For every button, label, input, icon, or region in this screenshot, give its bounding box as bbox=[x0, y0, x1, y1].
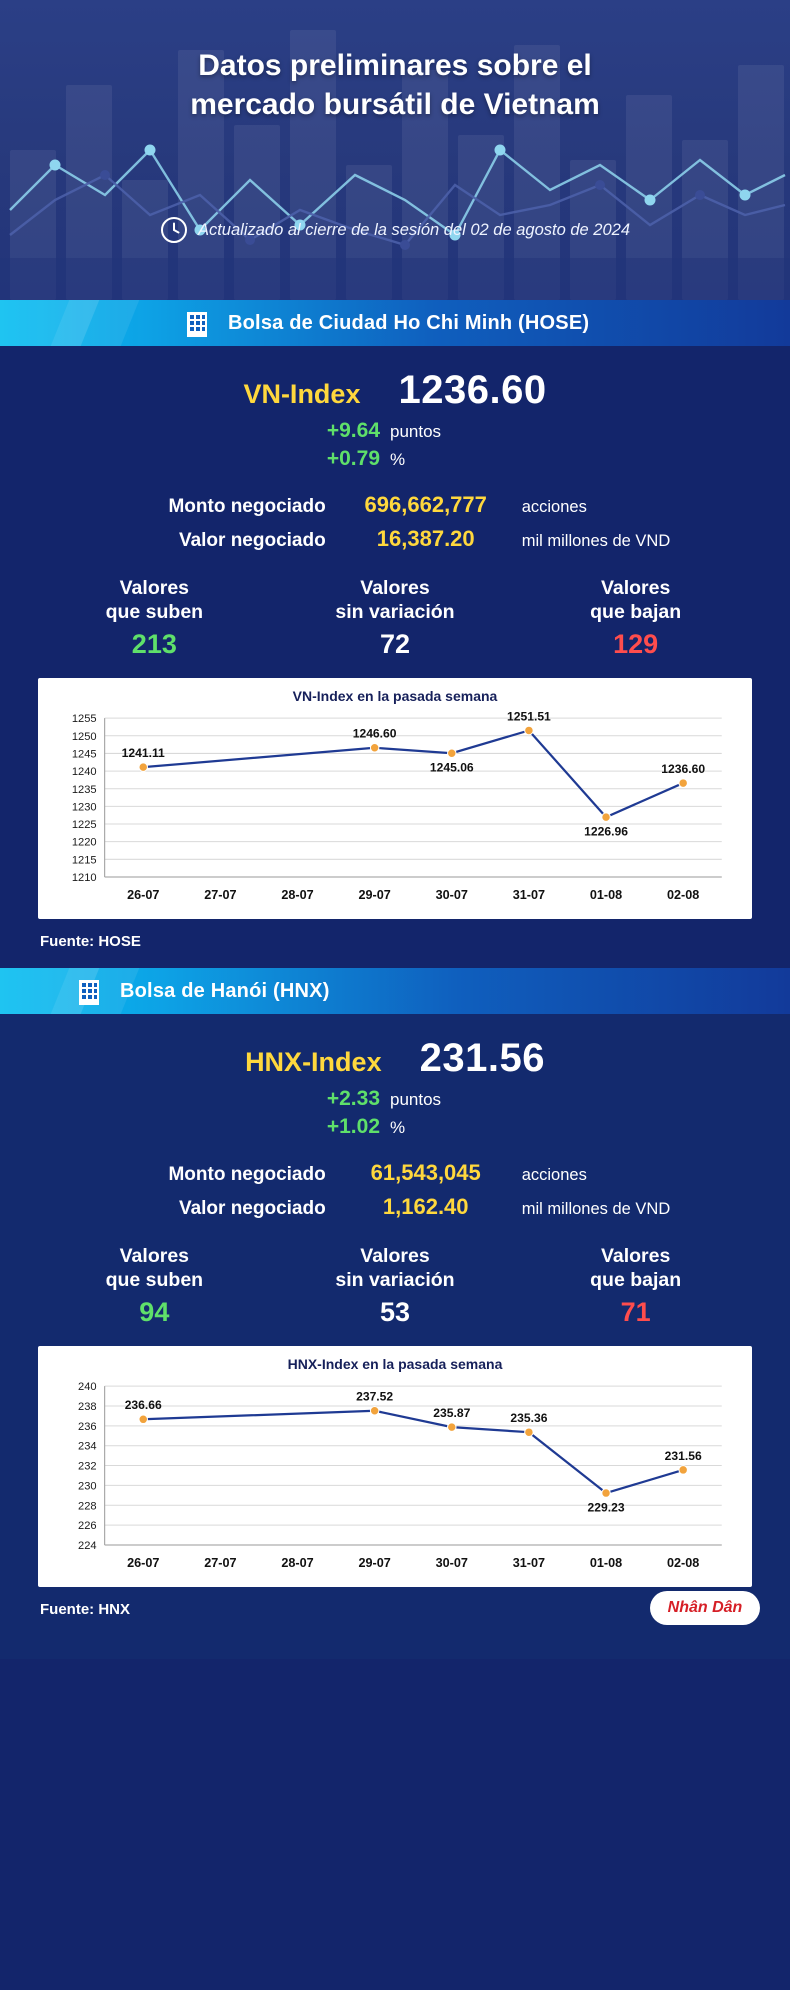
hose-source: Fuente: HOSE bbox=[40, 933, 141, 950]
hose-stat-up bbox=[54, 576, 254, 660]
svg-text:1230: 1230 bbox=[71, 801, 97, 814]
hose-stat-down-label1: Valores bbox=[600, 576, 671, 599]
svg-text:235.36: 235.36 bbox=[510, 1410, 548, 1425]
hose-stat-flat-label2: sin variación bbox=[335, 601, 455, 624]
hose-change-percent-unit: % bbox=[390, 450, 406, 470]
hnx-chart-card bbox=[38, 1346, 752, 1587]
hnx-section bbox=[0, 1014, 790, 1659]
hnx-banner bbox=[0, 968, 790, 1014]
svg-text:1235: 1235 bbox=[71, 783, 97, 796]
header bbox=[0, 0, 790, 300]
hose-change-points-unit: puntos bbox=[390, 422, 442, 441]
svg-text:27-07: 27-07 bbox=[204, 1555, 237, 1570]
hose-stat-flat-label1: Valores bbox=[360, 576, 430, 599]
vn-index-week-chart bbox=[46, 706, 744, 913]
hose-delta-row bbox=[0, 417, 790, 474]
hnx-stat-flat-value: 53 bbox=[379, 1296, 410, 1327]
hnx-stat-down-label1: Valores bbox=[600, 1244, 671, 1267]
hose-chart-title: VN-Index en la pasada semana bbox=[292, 687, 498, 704]
hnx-change-points-unit: puntos bbox=[390, 1090, 442, 1109]
page-title bbox=[0, 0, 790, 124]
hose-volume-row bbox=[0, 488, 790, 556]
hose-value-unit: mil millones de VND bbox=[521, 531, 671, 550]
svg-text:31-07: 31-07 bbox=[512, 887, 546, 902]
hose-stat-up-label1: Valores bbox=[119, 576, 190, 599]
nhan-dan-logo bbox=[650, 1591, 760, 1625]
hose-index-row bbox=[0, 346, 790, 413]
clock-icon bbox=[160, 216, 188, 244]
hose-building-icon bbox=[180, 306, 214, 340]
svg-text:1226.96: 1226.96 bbox=[584, 823, 628, 838]
svg-text:1210: 1210 bbox=[71, 871, 97, 884]
hose-volume-label: Monto negociado bbox=[168, 495, 326, 517]
svg-text:28-07: 28-07 bbox=[281, 1555, 314, 1570]
svg-text:1255: 1255 bbox=[71, 712, 97, 725]
svg-text:28-07: 28-07 bbox=[281, 887, 314, 902]
hose-chart-card bbox=[38, 678, 752, 919]
hnx-delta-row bbox=[0, 1085, 790, 1142]
hnx-stat-down-label2: que bajan bbox=[590, 1269, 682, 1292]
hose-stat-up-value: 213 bbox=[131, 628, 177, 659]
hnx-value-label: Valor negociado bbox=[178, 1197, 326, 1219]
svg-text:30-07: 30-07 bbox=[435, 1555, 468, 1570]
hnx-stat-up-label1: Valores bbox=[119, 1244, 190, 1267]
svg-text:236.66: 236.66 bbox=[124, 1397, 162, 1412]
hose-stat-down-value: 129 bbox=[613, 628, 659, 659]
svg-text:226: 226 bbox=[78, 1519, 97, 1532]
hnx-index-row bbox=[0, 1014, 790, 1081]
svg-text:234: 234 bbox=[78, 1440, 97, 1453]
hose-value-label: Valor negociado bbox=[178, 529, 326, 551]
svg-text:1245: 1245 bbox=[71, 748, 97, 761]
hnx-stats-row bbox=[0, 1244, 790, 1328]
svg-text:229.23: 229.23 bbox=[587, 1499, 625, 1514]
svg-text:237.52: 237.52 bbox=[356, 1389, 394, 1404]
nhan-dan-logo-text: Nhân Dân bbox=[667, 1599, 743, 1616]
hose-banner-title: Bolsa de Ciudad Ho Chi Minh (HOSE) bbox=[228, 311, 590, 334]
hnx-footer bbox=[0, 1587, 790, 1659]
hose-stat-up-label2: que suben bbox=[105, 601, 204, 624]
hose-index-name: VN-Index bbox=[243, 379, 361, 409]
page-title-line2: mercado bursátil de Vietnam bbox=[190, 88, 600, 121]
hnx-stat-up-label2: que suben bbox=[105, 1269, 204, 1292]
hose-index-value: 1236.60 bbox=[398, 368, 547, 412]
hnx-volume-label: Monto negociado bbox=[168, 1163, 326, 1185]
svg-text:230: 230 bbox=[78, 1480, 97, 1493]
svg-text:1225: 1225 bbox=[71, 818, 97, 831]
hose-section bbox=[0, 346, 790, 968]
hose-change-points: +9.64 bbox=[326, 419, 380, 442]
svg-text:1245.06: 1245.06 bbox=[429, 760, 474, 775]
svg-text:01-08: 01-08 bbox=[589, 887, 623, 902]
hnx-stat-up-value: 94 bbox=[139, 1296, 170, 1327]
svg-text:1250: 1250 bbox=[71, 730, 97, 743]
svg-text:240: 240 bbox=[78, 1380, 97, 1393]
svg-text:1236.60: 1236.60 bbox=[661, 761, 706, 776]
svg-text:29-07: 29-07 bbox=[358, 887, 391, 902]
hnx-value-unit: mil millones de VND bbox=[521, 1199, 671, 1218]
svg-text:29-07: 29-07 bbox=[358, 1555, 391, 1570]
updated-row bbox=[0, 216, 790, 244]
hnx-banner-title: Bolsa de Hanói (HNX) bbox=[120, 979, 330, 1002]
hnx-stat-down-value: 71 bbox=[620, 1296, 651, 1327]
updated-text: Actualizado al cierre de la sesión del 02 de agosto de 2024 bbox=[197, 220, 631, 239]
svg-text:231.56: 231.56 bbox=[664, 1448, 702, 1463]
hnx-stat-flat-label2: sin variación bbox=[335, 1269, 455, 1292]
svg-text:26-07: 26-07 bbox=[127, 887, 160, 902]
hose-stat-down bbox=[536, 576, 736, 660]
hose-stat-down-label2: que bajan bbox=[590, 601, 682, 624]
hnx-change-percent-unit: % bbox=[390, 1118, 406, 1138]
hnx-source: Fuente: HNX bbox=[40, 1601, 130, 1618]
svg-text:01-08: 01-08 bbox=[589, 1555, 623, 1570]
svg-text:30-07: 30-07 bbox=[435, 887, 468, 902]
hnx-stat-flat-label1: Valores bbox=[360, 1244, 430, 1267]
svg-text:1240: 1240 bbox=[71, 765, 97, 778]
hnx-stat-flat bbox=[295, 1244, 495, 1328]
hose-volume-unit: acciones bbox=[521, 497, 587, 516]
hose-value-value: 16,387.20 bbox=[376, 525, 475, 551]
hnx-stat-down bbox=[536, 1244, 736, 1328]
hnx-change-points: +2.33 bbox=[326, 1087, 380, 1110]
hose-stats-row bbox=[0, 576, 790, 660]
svg-text:1220: 1220 bbox=[71, 836, 97, 849]
svg-text:1241.11: 1241.11 bbox=[121, 745, 165, 760]
hnx-stat-up bbox=[54, 1244, 254, 1328]
svg-text:228: 228 bbox=[78, 1499, 97, 1512]
hose-change-percent: +0.79 bbox=[326, 447, 380, 471]
svg-text:1251.51: 1251.51 bbox=[506, 708, 551, 723]
svg-text:224: 224 bbox=[78, 1539, 97, 1552]
hnx-value-value: 1,162.40 bbox=[382, 1193, 469, 1219]
hose-stat-flat bbox=[295, 576, 495, 660]
svg-text:26-07: 26-07 bbox=[127, 1555, 160, 1570]
hnx-volume-unit: acciones bbox=[521, 1165, 587, 1184]
svg-text:1215: 1215 bbox=[71, 853, 97, 866]
hose-stat-flat-value: 72 bbox=[379, 628, 410, 659]
hnx-change-percent: +1.02 bbox=[326, 1115, 380, 1139]
svg-text:02-08: 02-08 bbox=[667, 1555, 700, 1570]
hnx-volume-row bbox=[0, 1156, 790, 1224]
svg-text:232: 232 bbox=[78, 1460, 97, 1473]
hnx-volume-value: 61,543,045 bbox=[370, 1159, 481, 1185]
svg-text:235.87: 235.87 bbox=[433, 1405, 471, 1420]
svg-text:1246.60: 1246.60 bbox=[352, 726, 397, 741]
svg-text:238: 238 bbox=[78, 1400, 97, 1413]
svg-text:02-08: 02-08 bbox=[667, 887, 700, 902]
hnx-index-week-chart bbox=[46, 1374, 744, 1581]
hnx-building-icon bbox=[72, 974, 106, 1008]
svg-text:236: 236 bbox=[78, 1420, 97, 1433]
page-title-line1: Datos preliminares sobre el bbox=[198, 49, 592, 82]
hnx-index-value: 231.56 bbox=[419, 1036, 545, 1080]
svg-text:27-07: 27-07 bbox=[204, 887, 237, 902]
hose-banner bbox=[0, 300, 790, 346]
svg-text:31-07: 31-07 bbox=[512, 1555, 546, 1570]
hose-volume-value: 696,662,777 bbox=[364, 491, 487, 517]
hnx-index-name: HNX-Index bbox=[245, 1047, 382, 1077]
hnx-chart-title: HNX-Index en la pasada semana bbox=[287, 1355, 503, 1372]
